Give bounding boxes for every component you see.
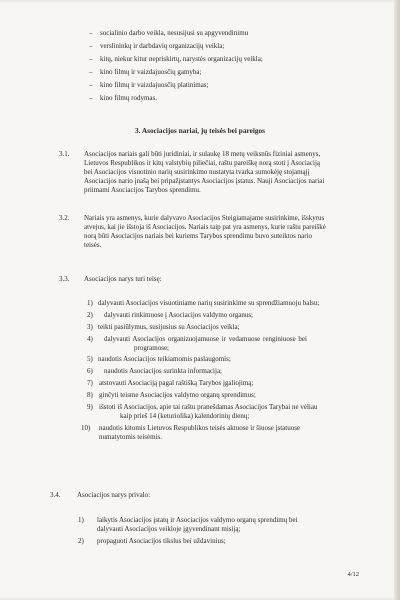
section-title: 3. Asociacijos nariai, jų teisės bei pareigos <box>135 126 265 135</box>
list-item: kitų, niekur kitur nepriskirtų, narystės organizacijų veikla; <box>100 55 263 63</box>
list-item: verslininkų ir darbdavių organizacijų veikla; <box>100 42 225 50</box>
list-dash: – <box>89 55 93 63</box>
paragraph-line: Asociacijos nario įnašą bei pripažįstantys Asociacijos įstatus. Nauji Asociacijos nariai <box>84 177 325 185</box>
list-item-number: 2) <box>87 311 93 319</box>
paragraph-line: bei Asociacijos visuotinio narių susirinkimo nustatyta tvarka sumokėję stojamąjį <box>84 168 310 176</box>
list-dash: – <box>89 94 93 102</box>
list-item-number: 2) <box>78 537 84 545</box>
page-number: 4/12 <box>347 571 359 578</box>
list-item: atstovauti Asociaciją pagal raštišką Tarybos įgaliojimą; <box>99 379 254 387</box>
paragraph-intro: Asociacijos narys privalo: <box>77 491 151 499</box>
list-item-number: 7) <box>87 379 93 387</box>
list-item: naudotis Asociacijos surinkta informacija; <box>104 367 223 375</box>
paragraph-number: 3.3. <box>59 275 70 283</box>
paragraph-number: 3.2. <box>59 214 70 222</box>
list-item-number: 3) <box>87 323 93 331</box>
list-dash: – <box>89 42 93 50</box>
list-item: socialinio darbo veikla, nesusijusi su apgyvendinimu <box>100 29 249 37</box>
list-dash: – <box>89 81 93 89</box>
list-item: propaguoti Asociacijos tikslus bei uždavinius; <box>97 537 226 545</box>
list-item: dalyvauti rinkimuose į Asociacijos valdymo organus; <box>104 311 253 319</box>
list-item: naudotis kitomis Lietuvos Respublikos teisės aktuose ir šiuose įstatuose <box>99 424 301 432</box>
list-item: laikytis Asociacijos įstatų ir Asociacijos valdymo organų sprendimų bei <box>97 516 298 524</box>
list-dash: – <box>89 29 93 37</box>
list-item: dalyvauti Asociacijos organizuojamuose ir vedamuose renginiuose bei <box>104 335 307 343</box>
page-edge-shadow <box>394 0 400 600</box>
list-item: ginčyti teisme Asociacijos valdymo organų sprendimus; <box>99 391 256 399</box>
list-item: dalyvauti Asociacijos visuotiniame narių susirinkime su sprendžiamuoju balsu; <box>98 299 320 307</box>
paragraph-line: teisės. <box>84 241 102 249</box>
list-item-continuation: programose; <box>134 344 169 352</box>
list-item-number: 8) <box>87 391 93 399</box>
paragraph-line: Lietuvos Respublikos ir kitų valstybių piliečiai, raštu pareiškę norą stoti į Asociaciją <box>84 159 321 167</box>
list-item: teikti pasiūlymus, susijusius su Asociacijos veikla; <box>98 323 240 331</box>
paragraph-line: Asociacijos nariais gali būti juridiniai, ir sulaukę 18 metų veiksnūs fiziniai asmenys, <box>84 150 321 158</box>
list-dash: – <box>89 68 93 76</box>
paragraph-number: 3.4. <box>50 491 61 499</box>
list-item: kino filmų rodymas. <box>100 94 157 102</box>
list-item: naudotis Asociacijos teikiamomis paslaugomis; <box>98 355 231 363</box>
list-item: išstoti iš Asociacijos, apie tai raštu pranešdamas Asociacijos Tarybai ne vėliau <box>99 403 318 411</box>
list-item-number: 5) <box>87 355 93 363</box>
paragraph-line: priimami Asociacijos Tarybos sprendimu. <box>84 186 201 194</box>
list-item-number: 10) <box>81 424 91 432</box>
list-item-number: 1) <box>78 516 84 524</box>
list-item: kino filmų ir vaizdajuosčių platinimas; <box>100 81 209 89</box>
paragraph-intro: Asociacijos narys turi teisę: <box>84 275 162 283</box>
list-item-continuation: numatytomis teisėmis. <box>99 433 162 441</box>
list-item-number: 1) <box>87 299 93 307</box>
paragraph-line: atvejus, kai jie išstoja iš Asociacijos. Nariais taip pat yra asmenys, kurie raštu pareiškė <box>84 223 326 231</box>
list-item-number: 6) <box>87 367 93 375</box>
list-item: kino filmų ir vaizdajuosčių gamyba; <box>100 68 202 76</box>
paragraph-line: norą būti Asociacijos nariais bei kuriems Tarybos sprendimu buvo suteiktos nario <box>84 232 313 240</box>
paragraph-line: Nariais yra asmenys, kurie dalyvavo Asociacijos Steigiamajame susirinkime, išskyrus <box>84 214 325 222</box>
list-item-continuation: kaip prieš 14 (keturiolika) kalendorinių dienų; <box>120 412 250 420</box>
paragraph-number: 3.1. <box>59 150 70 158</box>
list-item-number: 4) <box>87 335 93 343</box>
list-item-number: 9) <box>87 403 93 411</box>
list-item-continuation: dalyvauti Asociacijos veikloje įgyvendinant misiją; <box>97 525 241 533</box>
